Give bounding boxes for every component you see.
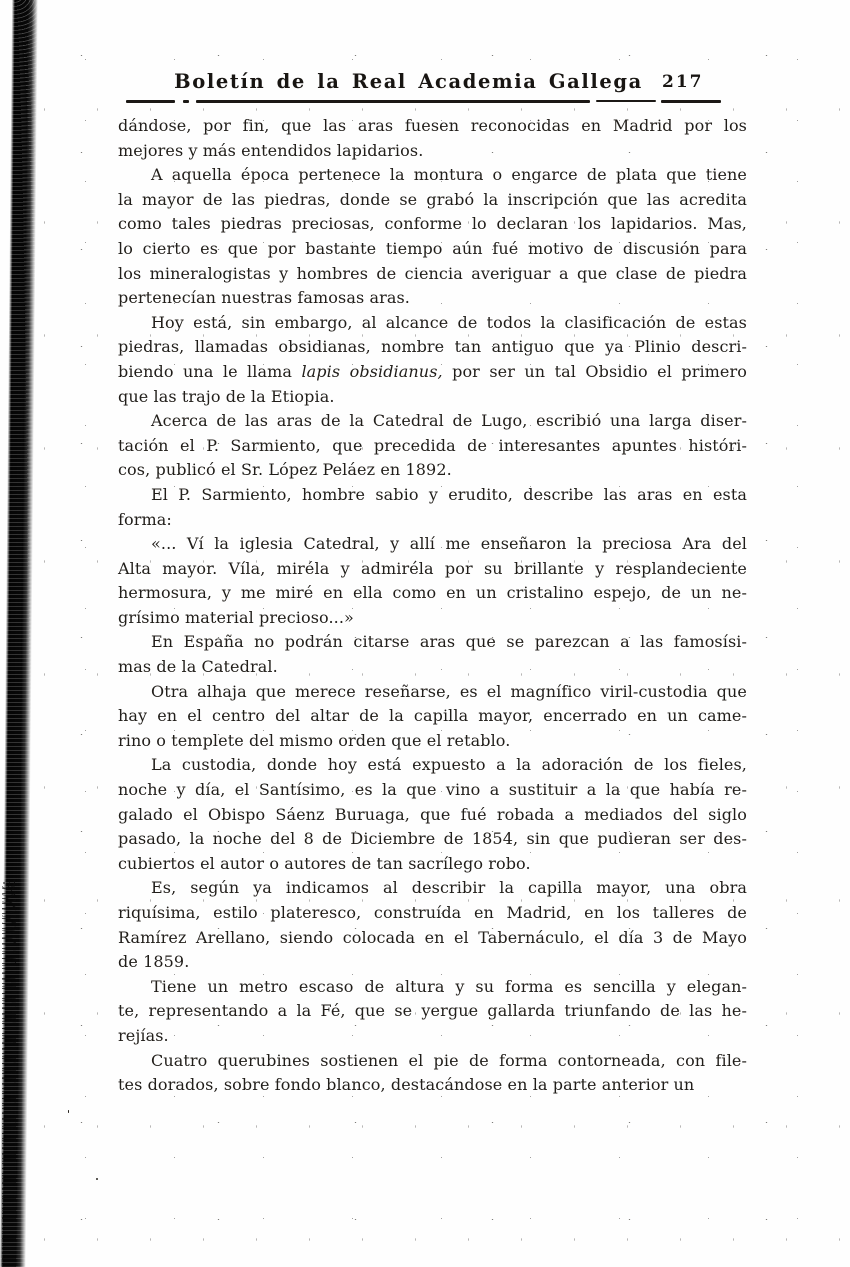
text-line: Es, según ya indicamos al describir la capilla mayor, una obra <box>151 878 747 898</box>
text-line: El P. Sarmiento, hombre sabio y erudito, describe las aras en esta <box>151 484 747 504</box>
paragraph <box>118 409 747 483</box>
text-line: cubiertos el autor o autores de tan sacrílego robo. <box>118 853 531 873</box>
text-line: mejores y más entendidos lapidarios. <box>118 140 424 160</box>
text-line: rejías. <box>118 1025 169 1045</box>
paragraph <box>118 114 747 163</box>
rule-segment <box>596 100 656 102</box>
text-line: tes dorados, sobre fondo blanco, destacándose en la parte anterior un <box>118 1075 695 1095</box>
text-line: Hoy está, sin embargo, al alcance de todos la clasificación de estas <box>151 312 747 332</box>
paragraph <box>118 680 747 754</box>
text-line: galado el Obispo Sáenz Buruaga, que fué robada a mediados del siglo <box>118 804 747 824</box>
paragraph <box>118 975 747 1049</box>
page-header <box>118 70 747 98</box>
paragraph <box>118 532 747 630</box>
paragraph <box>118 163 747 311</box>
paragraph <box>118 753 747 876</box>
running-title: Boletín de la Real Academia Gallega <box>174 70 643 93</box>
paragraph <box>118 876 747 974</box>
text-line: lo cierto es que por bastante tiempo aún fué motivo de discusión para <box>118 238 747 258</box>
text-line: Tiene un metro escaso de altura y su forma es sencilla y elegan- <box>151 976 747 996</box>
text-line: rino o templete del mismo orden que el retablo. <box>118 730 511 750</box>
text-line: mas de la Catedral. <box>118 657 278 677</box>
text-line: biendo una le llama lapis obsidianus, por ser un tal Obsidio el primero <box>118 361 747 381</box>
paragraph <box>118 630 747 679</box>
text-line: hay en el centro del altar de la capilla mayor, encerrado en un came- <box>118 706 747 726</box>
header-rule <box>0 100 850 104</box>
text-line: dándose, por fin, que las aras fuesen reconocidas en Madrid por los <box>118 116 747 135</box>
text-line: A aquella época pertenece la montura o engarce de plata que tiene <box>151 165 747 185</box>
text-line: forma: <box>118 509 172 529</box>
text-line: te, representando a la Fé, que se yergue gallarda triunfando de las he- <box>118 1001 747 1021</box>
paragraph <box>118 311 747 409</box>
text-line: Cuatro querubines sostienen el pie de forma contorneada, con file- <box>151 1050 747 1070</box>
text-line: riquísima, estilo plateresco, construída en Madrid, en los talleres de <box>118 903 747 922</box>
text-line: noche y día, el Santísimo, es la que vino a sustituir a la que había re- <box>118 780 747 800</box>
text-line: la mayor de las piedras, donde se grabó la inscripción que las acredita <box>118 189 747 209</box>
text-line: como tales piedras preciosas, conforme lo declaran los lapidarios. Mas, <box>118 214 747 234</box>
text-line: «... Ví la iglesia Catedral, y allí me enseñaron la preciosa Ara del <box>151 534 747 554</box>
text-line: Alta mayor. Víla, miréla y admiréla por su brillante y resplandeciente <box>118 558 747 578</box>
text-line: de 1859. <box>118 952 190 972</box>
paragraph <box>118 1049 747 1098</box>
text-line: La custodia, donde hoy está expuesto a la adoración de los fieles, <box>151 755 747 775</box>
text-line: hermosura, y me miré en ella como en un cristalino espejo, de un ne- <box>118 583 747 603</box>
text-line: pertenecían nuestras famosas aras. <box>118 288 410 308</box>
text-line: piedras, llamadas obsidianas, nombre tan antiguo que ya Plinio descri- <box>118 337 747 357</box>
rule-segment <box>183 100 189 103</box>
text-line: tación el P. Sarmiento, que precedida de interesantes apuntes históri- <box>118 435 747 455</box>
text-line: grísimo material precioso...» <box>118 607 354 627</box>
page-number: 217 <box>662 72 704 92</box>
binding-grain-texture <box>2 880 16 1267</box>
text-line: los mineralogistas y hombres de ciencia averiguar a que clase de piedra <box>118 263 747 283</box>
rule-segment <box>661 100 721 103</box>
body-text <box>118 114 747 1098</box>
text-line: Ramírez Arellano, siendo colocada en el Tabernáculo, el día 3 de Mayo <box>118 927 747 947</box>
text-line: Otra alhaja que merece reseñarse, es el magnífico viril-custodia que <box>151 681 747 701</box>
text-line: que las trajo de la Etiopia. <box>118 386 335 406</box>
rule-segment <box>196 100 590 103</box>
text-line: En España no podrán citarse aras que se parezcan a las famosísi- <box>151 632 747 652</box>
paragraph <box>118 483 747 532</box>
text-line: cos, publicó el Sr. López Peláez en 1892. <box>118 460 452 480</box>
scan-speck <box>68 1110 69 1113</box>
text-line: Acerca de las aras de la Catedral de Lugo, escribió una larga diser- <box>151 411 747 431</box>
rule-segment <box>126 100 175 103</box>
text-line: pasado, la noche del 8 de Diciembre de 1854, sin que pudieran ser des- <box>118 829 747 849</box>
scan-speck <box>96 1178 98 1180</box>
